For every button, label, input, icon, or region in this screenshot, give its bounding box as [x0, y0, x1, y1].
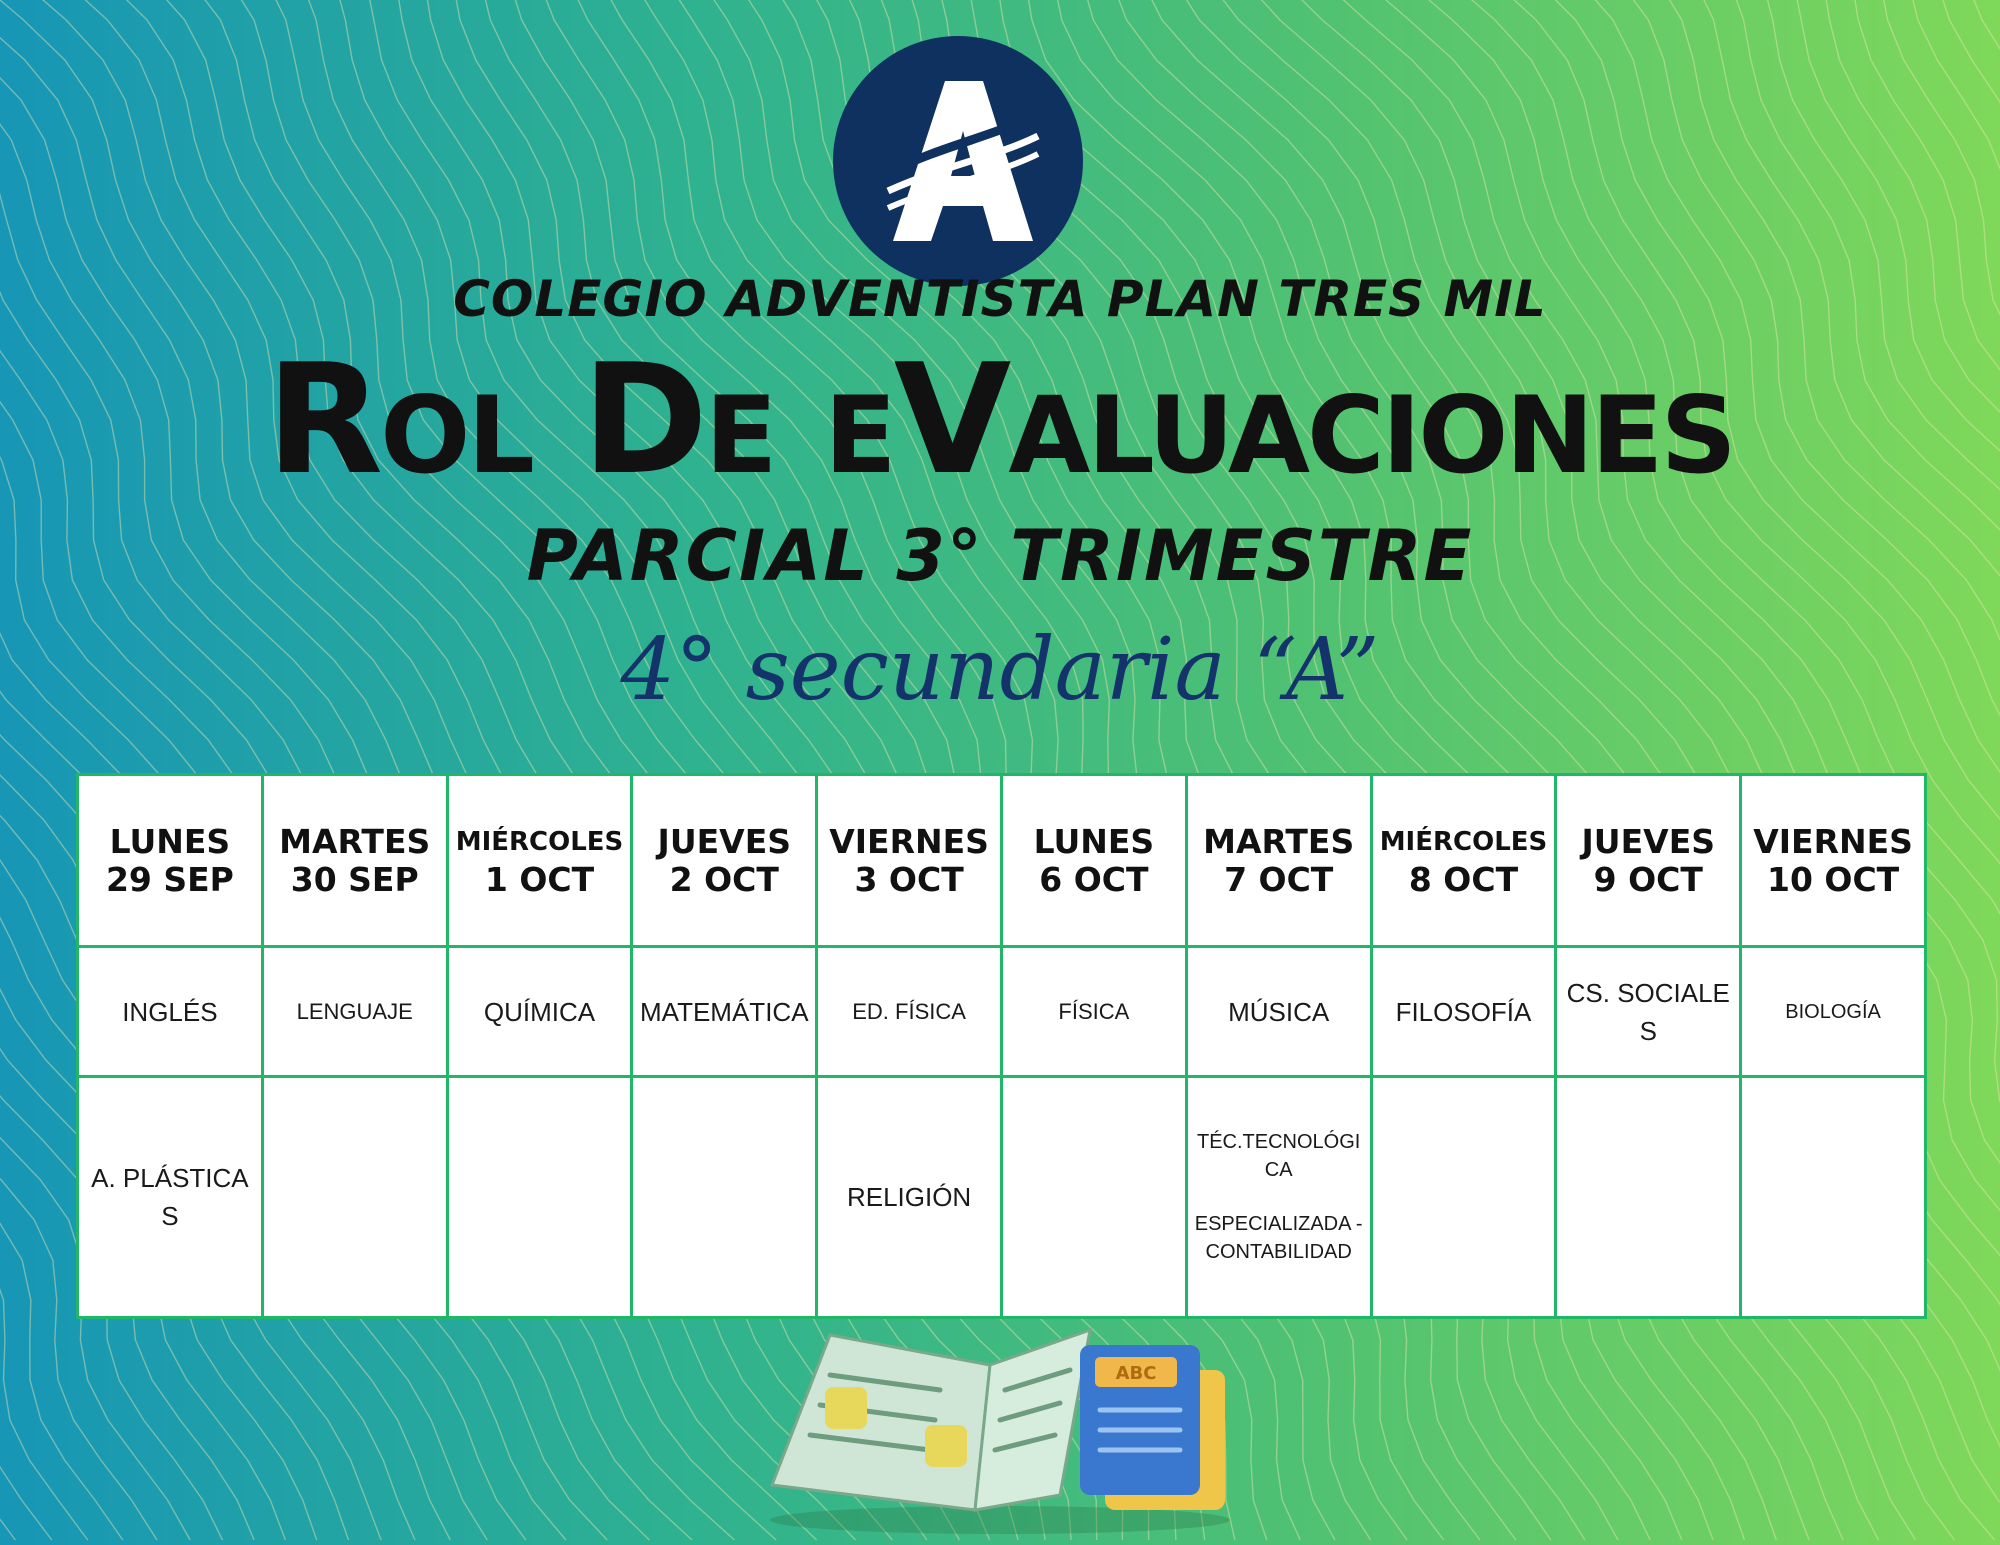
wave-line	[1966, 0, 2000, 1540]
day-header: MARTES 30 SEP	[262, 775, 447, 947]
day-header: MARTES 7 OCT	[1186, 775, 1371, 947]
wave-line	[0, 0, 15, 1540]
subject-line: ESPECIALIZADA - CONTABILIDAD	[1194, 1213, 1363, 1263]
books-illustration	[760, 1295, 1240, 1535]
subject-cell: MÚSICA	[1186, 947, 1371, 1077]
wave-line	[0, 0, 88, 1540]
grade-label: 4° secundaria “A”	[620, 620, 1380, 720]
evaluation-schedule-table	[76, 773, 1927, 1319]
subject-cell	[1556, 1077, 1741, 1318]
table-row	[78, 1077, 1926, 1318]
wave-line	[0, 0, 52, 1540]
day-header: JUEVES 9 OCT	[1556, 775, 1741, 947]
subject-cell	[262, 1077, 447, 1318]
subject-cell: FILOSOFÍA	[1371, 947, 1556, 1077]
school-logo	[833, 36, 1083, 286]
day-header: JUEVES 2 OCT	[632, 775, 817, 947]
day-header: LUNES 6 OCT	[1001, 775, 1186, 947]
wave-line	[1937, 0, 2000, 1540]
subject-cell: ED. FÍSICA	[817, 947, 1002, 1077]
subject-cell	[632, 1077, 817, 1318]
day-header: VIERNES 3 OCT	[817, 775, 1002, 947]
subject-cell: FÍSICA	[1001, 947, 1186, 1077]
day-header: LUNES 29 SEP	[78, 775, 263, 947]
table-row	[78, 947, 1926, 1077]
subject-cell: QUÍMICA	[447, 947, 632, 1077]
subject-cell	[1001, 1077, 1186, 1318]
subject-cell	[1741, 1077, 1926, 1318]
book-cover-label: ABC	[1115, 1363, 1157, 1384]
day-header: MIÉRCOLES 8 OCT	[1371, 775, 1556, 947]
subject-cell: RELIGIÓN	[817, 1077, 1002, 1318]
school-name: COLEGIO ADVENTISTA PLAN TRES MIL	[453, 270, 1547, 328]
page-subtitle: PARCIAL 3° TRIMESTRE	[526, 515, 1474, 597]
table-header-row	[78, 775, 1926, 947]
subject-cell: LENGUAJE	[262, 947, 447, 1077]
subject-cell	[447, 1077, 632, 1318]
subject-cell: MATEMÁTICA	[632, 947, 817, 1077]
subject-cell	[1371, 1077, 1556, 1318]
day-header: MIÉRCOLES 1 OCT	[447, 775, 632, 947]
subject-cell	[1186, 1077, 1371, 1318]
subject-line: TÉC.TECNOLÓGICA	[1197, 1131, 1361, 1181]
subject-cell: CS. SOCIALES	[1556, 947, 1741, 1077]
day-header: VIERNES 10 OCT	[1741, 775, 1926, 947]
subject-cell: BIOLOGÍA	[1741, 947, 1926, 1077]
subject-cell: A. PLÁSTICAS	[78, 1077, 263, 1318]
spacer	[1192, 1184, 1366, 1210]
page-title: Rol De eValuaciones	[266, 331, 1734, 508]
subject-cell: INGLÉS	[78, 947, 263, 1077]
